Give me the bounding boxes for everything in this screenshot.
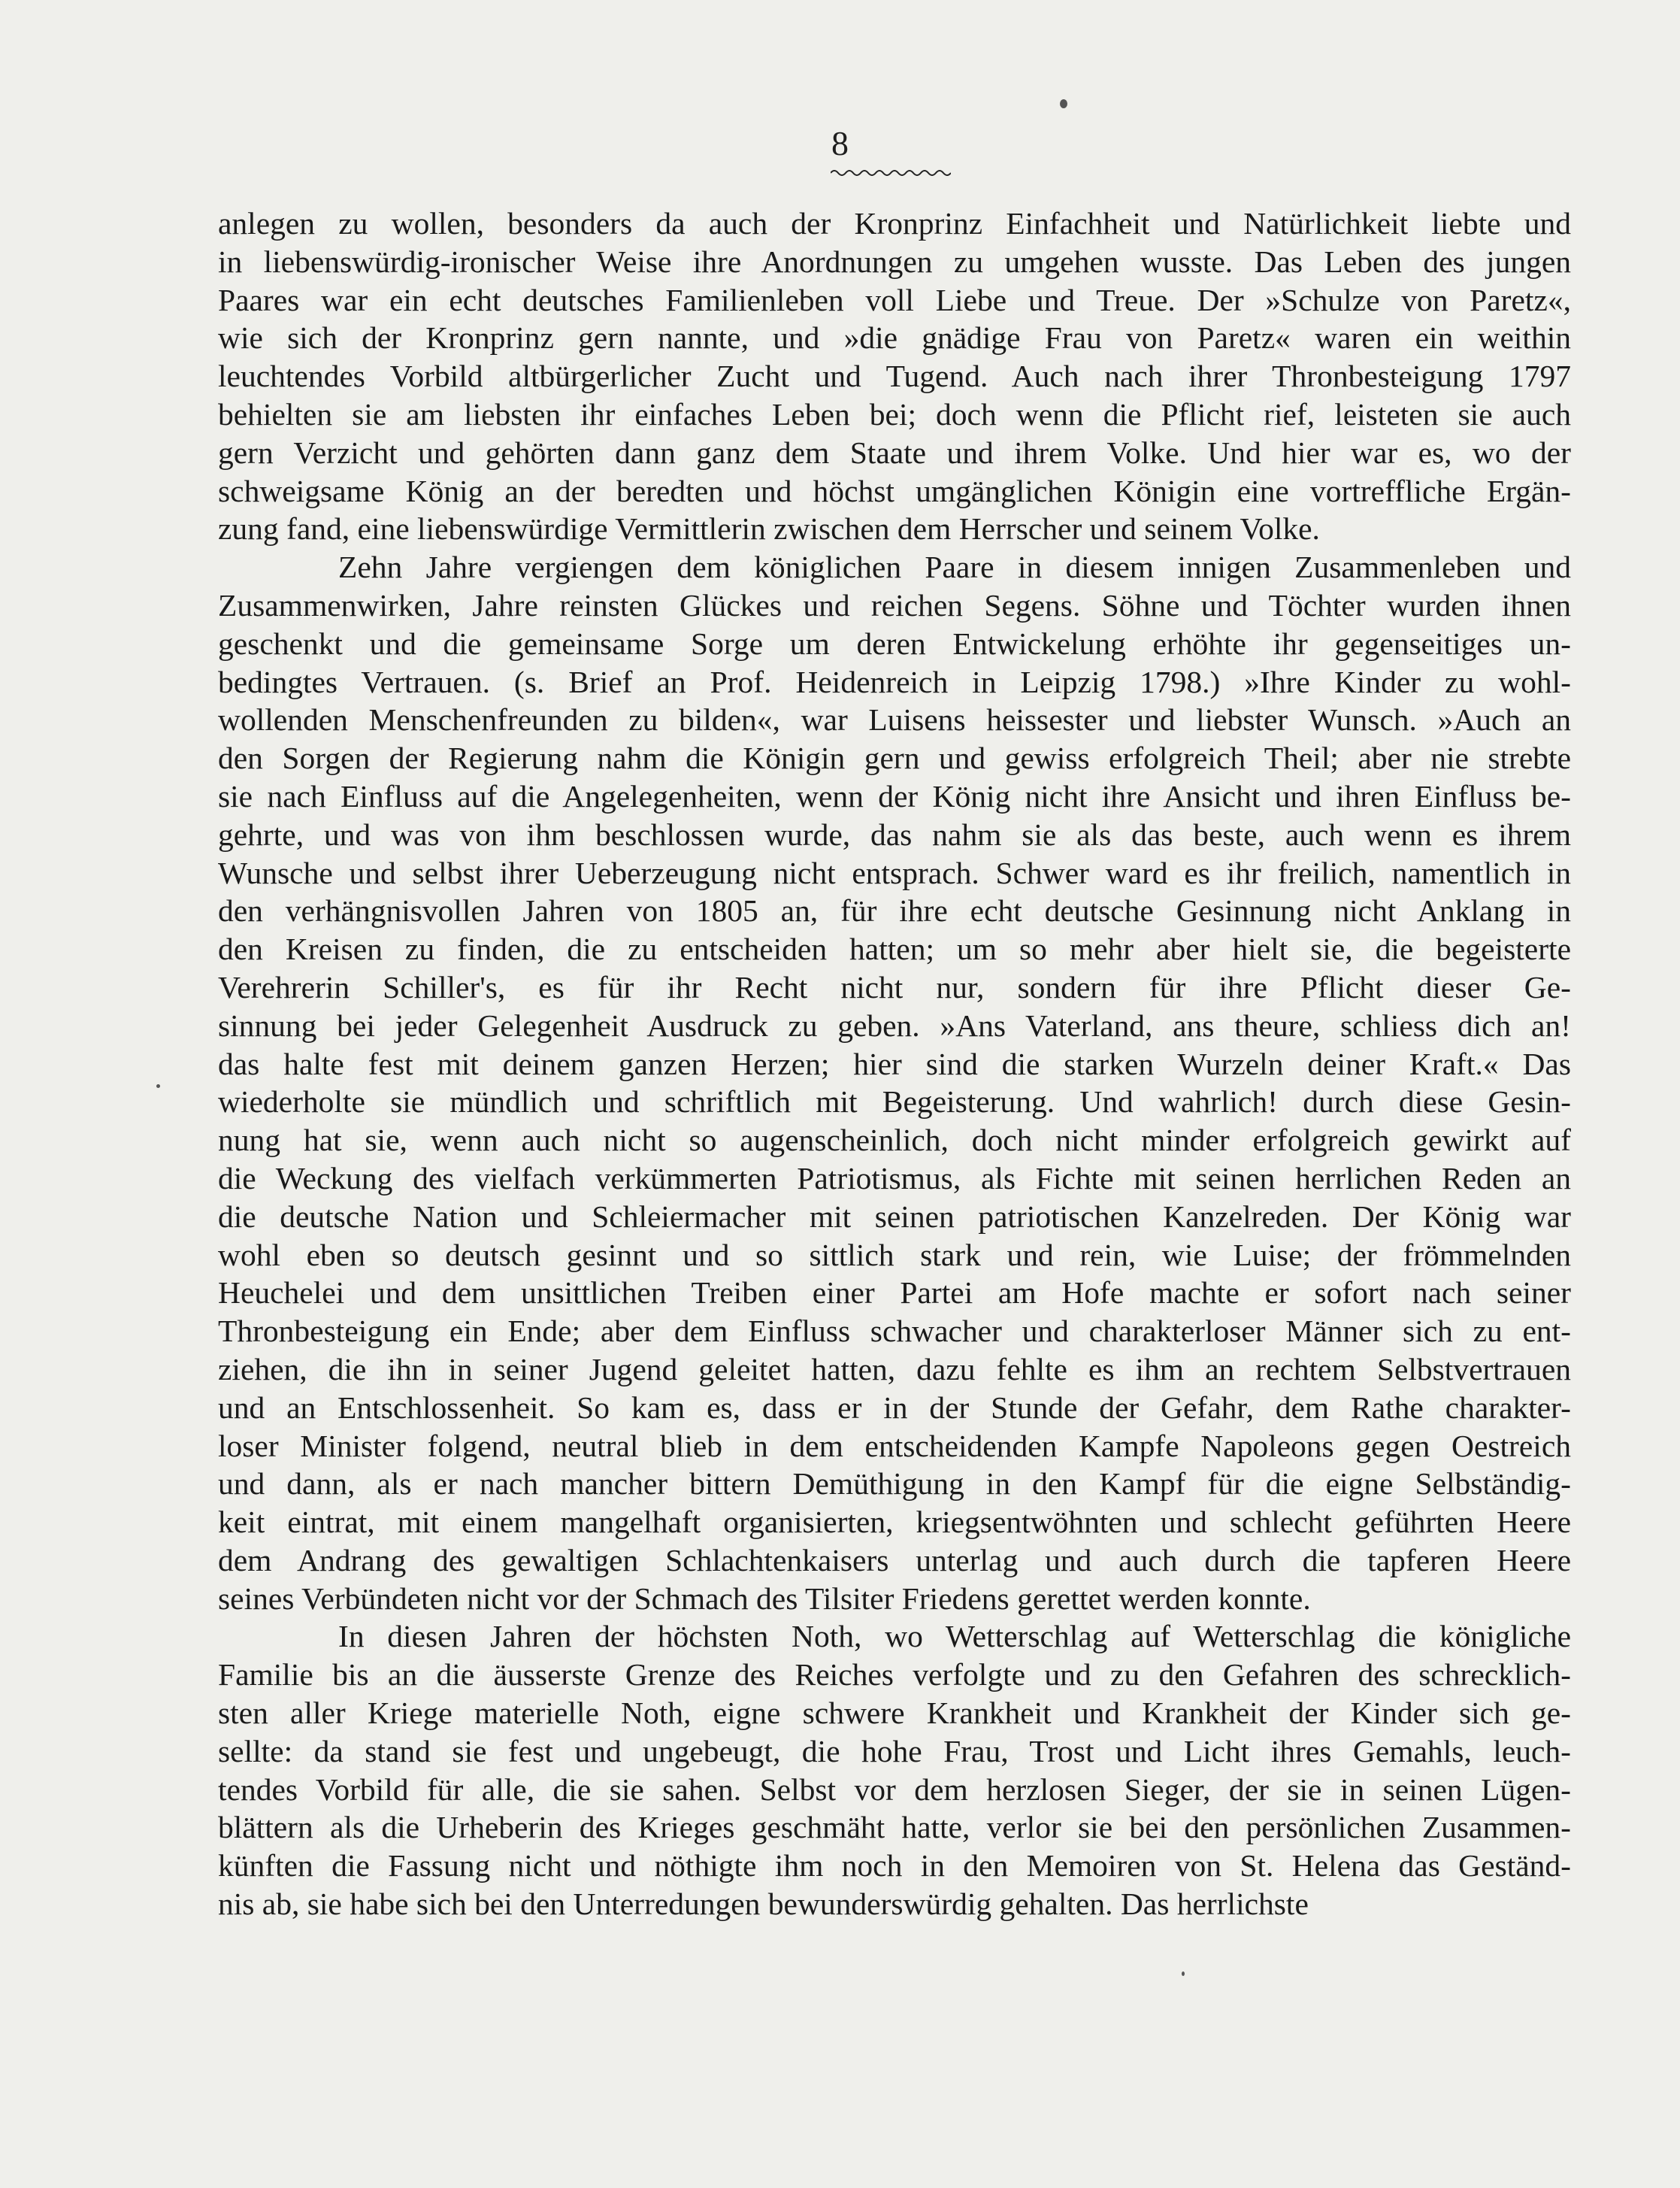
text-line: Familie bis an die äusserste Grenze des Reiches verfolgte und zu den Gefahren des schrecklich- — [218, 1657, 1571, 1693]
text-line: wollenden Menschenfreunden zu bilden«, war Luisens heissester und liebster Wunsch. »Auch an — [218, 702, 1571, 738]
text-line: keit eintrat, mit einem mangelhaft organisierten, kriegsentwöhnten und schlecht geführten Heere — [218, 1505, 1571, 1540]
text-line: den Sorgen der Regierung nahm die Königin gern und gewiss erfolgreich Theil; aber nie strebte — [218, 741, 1571, 776]
text-line: sellte: da stand sie fest und ungebeugt, die hohe Frau, Trost und Licht ihres Gemahls, leuch- — [218, 1733, 1571, 1768]
text-line: behielten sie am liebsten ihr einfaches Leben bei; doch wenn die Pflicht rief, leisteten sie auch — [218, 396, 1571, 432]
text-line: das halte fest mit deinem ganzen Herzen; hier sind die starken Wurzeln deiner Kraft.« Das — [218, 1046, 1571, 1081]
scan-speck — [156, 1084, 160, 1088]
text-line: wiederholte sie mündlich und schriftlich mit Begeisterung. Und wahrlich! durch diese Gesin- — [218, 1084, 1571, 1120]
text-line: wohl eben so deutsch gesinnt und so sittlich stark und rein, wie Luise; der frömmelnden — [218, 1237, 1571, 1272]
text-line: Heuchelei und dem unsittlichen Treiben einer Partei am Hofe machte er sofort nach seiner — [218, 1275, 1571, 1311]
body-text — [218, 205, 1571, 1923]
paragraph — [218, 1617, 1571, 1923]
text-line: in liebenswürdig-ironischer Weise ihre Anordnungen zu umgehen wusste. Das Leben des jungen — [218, 244, 1571, 279]
text-line: loser Minister folgend, neutral blieb in dem entscheidenden Kampfe Napoleons gegen Oestreich — [218, 1428, 1571, 1463]
text-line: künften die Fassung nicht und nöthigte ihm noch in den Memoiren von St. Helena das Geständ- — [218, 1848, 1571, 1883]
text-line: anlegen zu wollen, besonders da auch der Kronprinz Einfachheit und Natürlichkeit liebte und — [218, 206, 1571, 241]
text-line: Zehn Jahre vergiengen dem königlichen Paare in diesem innigen Zusammenleben und — [338, 550, 1571, 585]
paragraph — [218, 205, 1571, 548]
text-line: dem Andrang des gewaltigen Schlachtenkaisers unterlag und auch durch die tapferen Heere — [218, 1542, 1571, 1577]
scan-speck — [1060, 99, 1067, 108]
text-line: In diesen Jahren der höchsten Noth, wo Wetterschlag auf Wetterschlag die königliche — [338, 1619, 1571, 1654]
text-line: nis ab, sie habe sich bei den Unterredungen bewunderswürdig gehalten. Das herrlichste — [218, 1886, 1309, 1922]
paragraph — [218, 548, 1571, 1617]
text-line: geschenkt und die gemeinsame Sorge um deren Entwickelung erhöhte ihr gegenseitiges un- — [218, 626, 1571, 661]
text-line: den Kreisen zu finden, die zu entscheiden hatten; um so mehr aber hielt sie, die begeisterte — [218, 932, 1571, 967]
scan-speck — [1182, 1971, 1185, 1976]
text-line: leuchtendes Vorbild altbürgerlicher Zucht und Tugend. Auch nach ihrer Thronbesteigung 1797 — [218, 359, 1571, 394]
text-line: Wunsche und selbst ihrer Ueberzeugung nicht entsprach. Schwer ward es ihr freilich, namentlich in — [218, 855, 1571, 890]
text-line: gern Verzicht und gehörten dann ganz dem Staate und ihrem Volke. Und hier war es, wo der — [218, 435, 1571, 470]
text-line: und dann, als er nach mancher bittern Demüthigung in den Kampf für die eigne Selbständig- — [218, 1466, 1571, 1502]
text-line: zung fand, eine liebenswürdige Vermittlerin zwischen dem Herrscher und seinem Volke. — [218, 511, 1320, 547]
text-line: blättern als die Urheberin des Krieges geschmäht hatte, verlor sie bei den persönlichen Zusammen- — [218, 1810, 1571, 1845]
text-line: seines Verbündeten nicht vor der Schmach des Tilsiter Friedens gerettet werden konnte. — [218, 1580, 1311, 1616]
text-line: Verehrerin Schiller's, es für ihr Recht nicht nur, sondern für ihre Pflicht dieser Ge- — [218, 969, 1571, 1005]
text-line: die Weckung des vielfach verkümmerten Patriotismus, als Fichte mit seinen herrlichen Reden an — [218, 1160, 1571, 1196]
text-line: Paares war ein echt deutsches Familienleben voll Liebe und Treue. Der »Schulze von Paretz«, — [218, 282, 1571, 317]
text-line: ziehen, die ihn in seiner Jugend geleitet hatten, dazu fehlte es ihm an rechtem Selbstvertrauen — [218, 1351, 1571, 1386]
text-line: bedingtes Vertrauen. (s. Brief an Prof. Heidenreich in Leipzig 1798.) »Ihre Kinder zu wohl- — [218, 664, 1571, 699]
text-line: sie nach Einfluss auf die Angelegenheiten, wenn der König nicht ihre Ansicht und ihren Einfluss be- — [218, 778, 1571, 814]
text-line: schweigsame König an der beredten und höchst umgänglichen Königin eine vortreffliche Ergän- — [218, 473, 1571, 508]
text-line: sinnung bei jeder Gelegenheit Ausdruck zu geben. »Ans Vaterland, ans theure, schliess dich an! — [218, 1008, 1571, 1043]
decorative-rule-ornament — [831, 167, 951, 179]
text-line: Thronbesteigung ein Ende; aber dem Einfluss schwacher und charakterloser Männer sich zu ent- — [218, 1314, 1571, 1349]
text-line: nung hat sie, wenn auch nicht so augenscheinlich, doch nicht minder erfolgreich gewirkt auf — [218, 1123, 1571, 1158]
text-line: Zusammenwirken, Jahre reinsten Glückes und reichen Segens. Söhne und Töchter wurden ihnen — [218, 587, 1571, 623]
text-line: den verhängnisvollen Jahren von 1805 an, für ihre echt deutsche Gesinnung nicht Anklang in — [218, 893, 1571, 929]
text-line: die deutsche Nation und Schleiermacher mit seinen patriotischen Kanzelreden. Der König war — [218, 1199, 1571, 1234]
page-number: 8 — [831, 124, 849, 162]
text-line: und an Entschlossenheit. So kam es, dass er in der Stunde der Gefahr, dem Rathe charakter- — [218, 1389, 1571, 1425]
text-line: sten aller Kriege materielle Noth, eigne schwere Krankheit und Krankheit der Kinder sich ge- — [218, 1696, 1571, 1731]
text-line: gehrte, und was von ihm beschlossen wurde, das nahm sie als das beste, auch wenn es ihrem — [218, 817, 1571, 852]
text-line: wie sich der Kronprinz gern nannte, und »die gnädige Frau von Paretz« waren ein weithin — [218, 320, 1571, 356]
text-line: tendes Vorbild für alle, die sie sahen. Selbst vor dem herzlosen Sieger, der sie in seinen Lügen- — [218, 1771, 1571, 1807]
